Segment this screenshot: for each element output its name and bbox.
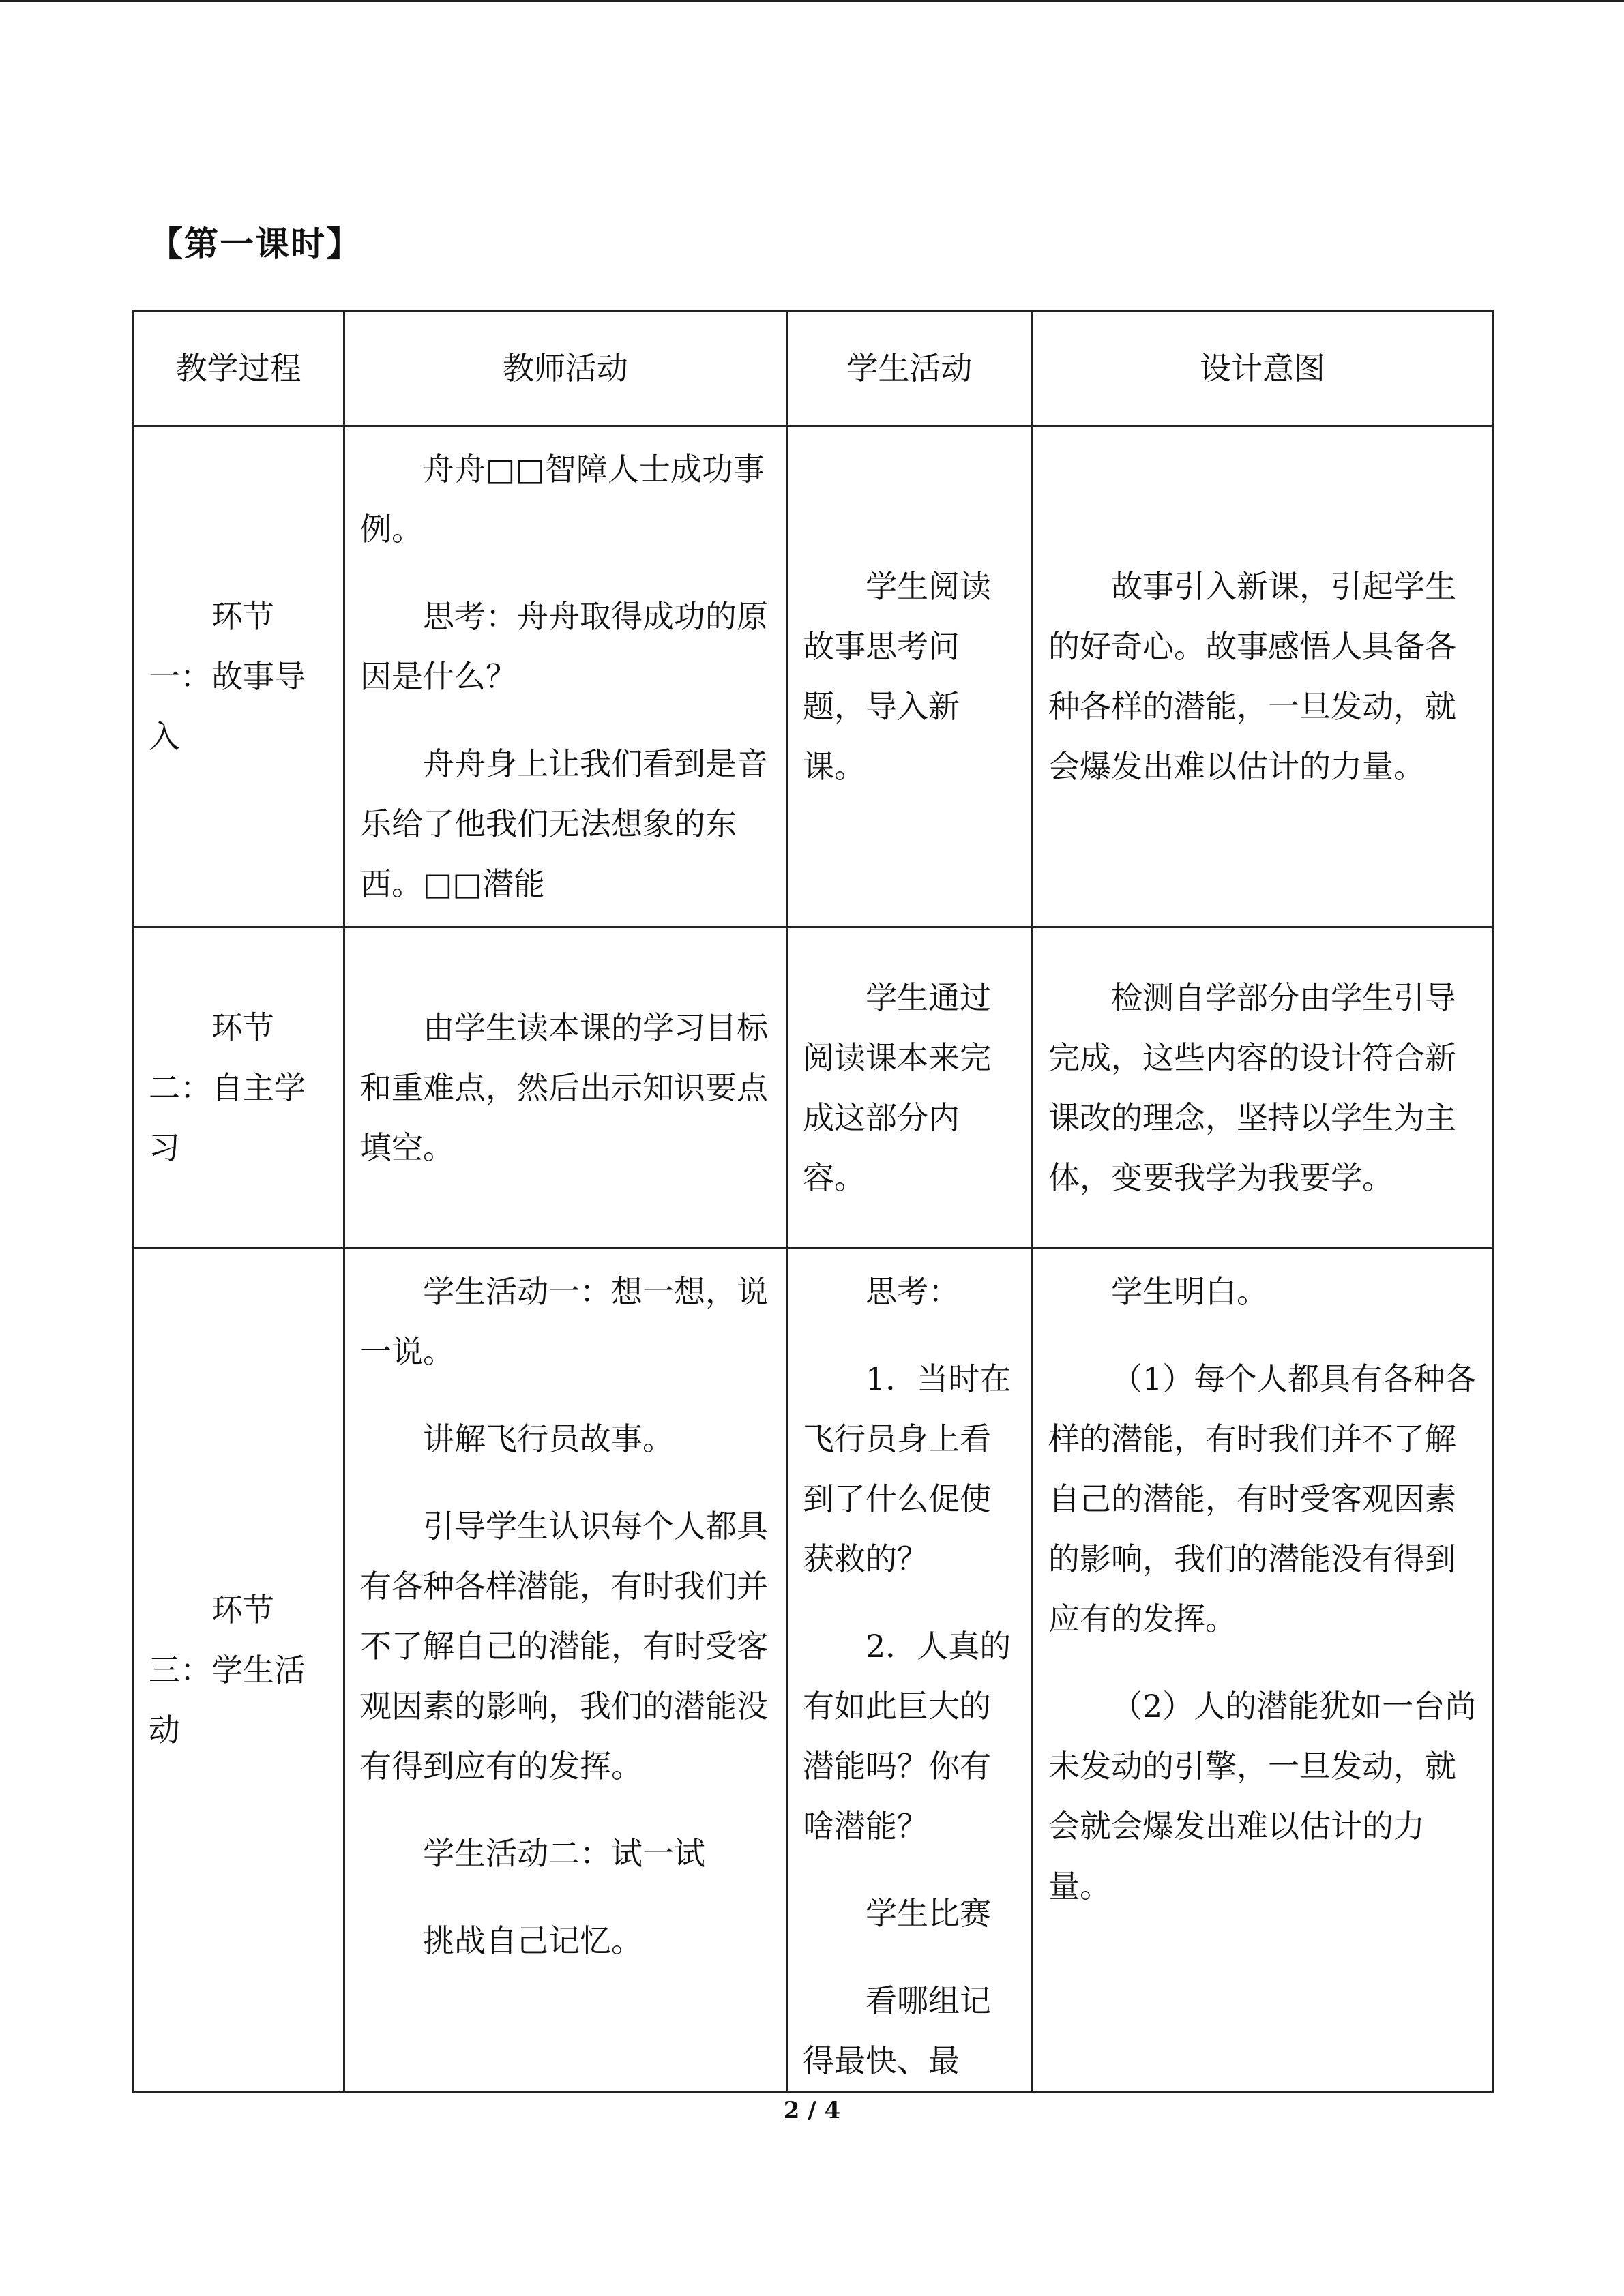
student-text: 思考： bbox=[866, 1273, 960, 1310]
header-student: 学生活动 bbox=[787, 311, 1033, 426]
teacher-text: 挑战自己记忆。 bbox=[423, 1922, 643, 1959]
teacher-cell bbox=[344, 927, 787, 1249]
student-text: 1．当时在飞行员身上看到了什么促使获救的？ bbox=[803, 1360, 1012, 1577]
design-cell bbox=[1033, 1249, 1493, 2092]
design-text: 检测自学部分由学生引导完成，这些内容的设计符合新课改的理念，坚持以学生为主体，变要我学为我要学。 bbox=[1048, 979, 1456, 1196]
student-text: 看哪组记得最快、最 bbox=[803, 1982, 991, 2079]
student-text: 学生通过阅读课本来完成这部分内容。 bbox=[803, 979, 991, 1196]
teacher-text: 引导学生认识每个人都具有各种各样潜能，有时我们并不了解自己的潜能，有时受客观因素的影响，我们的潜能没有得到应有的发挥。 bbox=[360, 1508, 768, 1785]
teacher-text: 舟舟□□智障人士成功事例。 bbox=[360, 451, 765, 548]
teacher-text: 学生活动二：试一试 bbox=[423, 1835, 705, 1872]
step-label: 环节三：学生活动 bbox=[149, 1592, 306, 1748]
step-label: 环节二：自主学习 bbox=[149, 1009, 306, 1166]
student-text: 学生阅读故事思考问题，导入新课。 bbox=[803, 568, 991, 785]
student-cell bbox=[787, 426, 1033, 927]
design-text: （2）人的潜能犹如一台尚未发动的引擎，一旦发动，就会就会爆发出难以估计的力量。 bbox=[1048, 1688, 1477, 1905]
design-cell bbox=[1033, 426, 1493, 927]
table-row bbox=[133, 927, 1493, 1249]
teacher-cell bbox=[344, 1249, 787, 2092]
table-row bbox=[133, 1249, 1493, 2092]
step-cell bbox=[133, 927, 344, 1249]
design-cell bbox=[1033, 927, 1493, 1249]
student-text: 学生比赛 bbox=[866, 1895, 991, 1932]
teacher-text: 思考：舟舟取得成功的原因是什么？ bbox=[360, 598, 768, 695]
table-row bbox=[133, 426, 1493, 927]
teacher-text: 舟舟身上让我们看到是音乐给了他我们无法想象的东西。□□潜能 bbox=[360, 745, 768, 902]
student-text: 2．人真的有如此巨大的潜能吗？你有啥潜能？ bbox=[803, 1628, 1012, 1845]
teacher-text: 讲解飞行员故事。 bbox=[423, 1420, 674, 1457]
design-text: 故事引入新课，引起学生的好奇心。故事感悟人具备各种各样的潜能，一旦发动，就会爆发出难以估计的力量。 bbox=[1048, 568, 1456, 785]
student-cell bbox=[787, 1249, 1033, 2092]
top-border bbox=[0, 0, 1624, 2]
teacher-text: 由学生读本课的学习目标和重难点，然后出示知识要点填空。 bbox=[360, 1009, 768, 1166]
design-text: 学生明白。 bbox=[1111, 1273, 1268, 1310]
header-design: 设计意图 bbox=[1033, 311, 1493, 426]
header-process: 教学过程 bbox=[133, 311, 344, 426]
table-header-row bbox=[133, 311, 1493, 426]
lesson-table bbox=[132, 310, 1494, 2093]
step-label: 环节一：故事导入 bbox=[149, 598, 306, 755]
step-cell bbox=[133, 1249, 344, 2092]
step-cell bbox=[133, 426, 344, 927]
section-title: 【第一课时】 bbox=[149, 224, 361, 264]
page-number: 2 / 4 bbox=[783, 2097, 841, 2124]
header-teacher: 教师活动 bbox=[344, 311, 787, 426]
student-cell bbox=[787, 927, 1033, 1249]
design-text: （1）每个人都具有各种各样的潜能，有时我们并不了解自己的潜能，有时受客观因素的影响，我们的潜能没有得到应有的发挥。 bbox=[1048, 1360, 1477, 1637]
teacher-text: 学生活动一：想一想，说一说。 bbox=[360, 1273, 768, 1370]
teacher-cell bbox=[344, 426, 787, 927]
